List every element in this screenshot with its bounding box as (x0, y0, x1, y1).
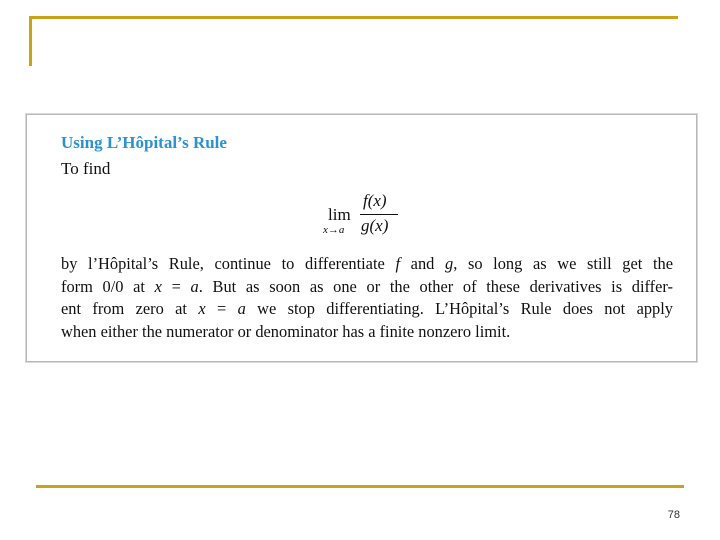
rule-title: Using L’Hôpital’s Rule (61, 133, 227, 152)
body-text-segment: ent from zero at (61, 299, 199, 318)
variable-x: x (198, 299, 206, 318)
variable-a: a (237, 299, 246, 318)
variable-f: f (395, 254, 401, 273)
body-line-2 (61, 276, 673, 299)
body-text-segment: , so long as we still get the (453, 254, 673, 273)
fraction-numerator: f(x) (363, 191, 387, 210)
body-text-segment: = (205, 299, 238, 318)
body-text-segment: by l’Hôpital’s Rule, continue to differentiate (61, 254, 396, 273)
body-text-segment: . But as soon as one or the other of these derivatives is differ- (198, 276, 673, 296)
left-accent-line (29, 16, 32, 66)
body-line-4: when either the numerator or denominator has a finite nonzero limit. (61, 321, 511, 341)
variable-g: g (445, 254, 454, 273)
body-text-segment: form 0/0 at (61, 276, 155, 296)
variable-x: x (154, 276, 162, 296)
body-line-1 (61, 253, 673, 276)
top-accent-line (30, 16, 678, 19)
body-text-segment: and (400, 254, 445, 273)
fraction-bar (360, 214, 398, 215)
page-number: 78 (667, 509, 680, 521)
fraction-denominator: g(x) (361, 216, 389, 235)
bottom-accent-line (36, 485, 684, 488)
lim-operator: lim (328, 205, 351, 224)
limit-formula (323, 191, 413, 239)
rule-body (61, 253, 673, 343)
variable-a: a (190, 276, 199, 296)
rule-box (26, 114, 697, 362)
lim-subscript: x→a (323, 224, 345, 236)
intro-text: To find (61, 159, 111, 178)
body-line-3 (61, 298, 673, 321)
body-text-segment: we stop differentiating. L’Hôpital’s Rule does not apply (245, 299, 673, 318)
body-text-segment: = (161, 276, 191, 296)
